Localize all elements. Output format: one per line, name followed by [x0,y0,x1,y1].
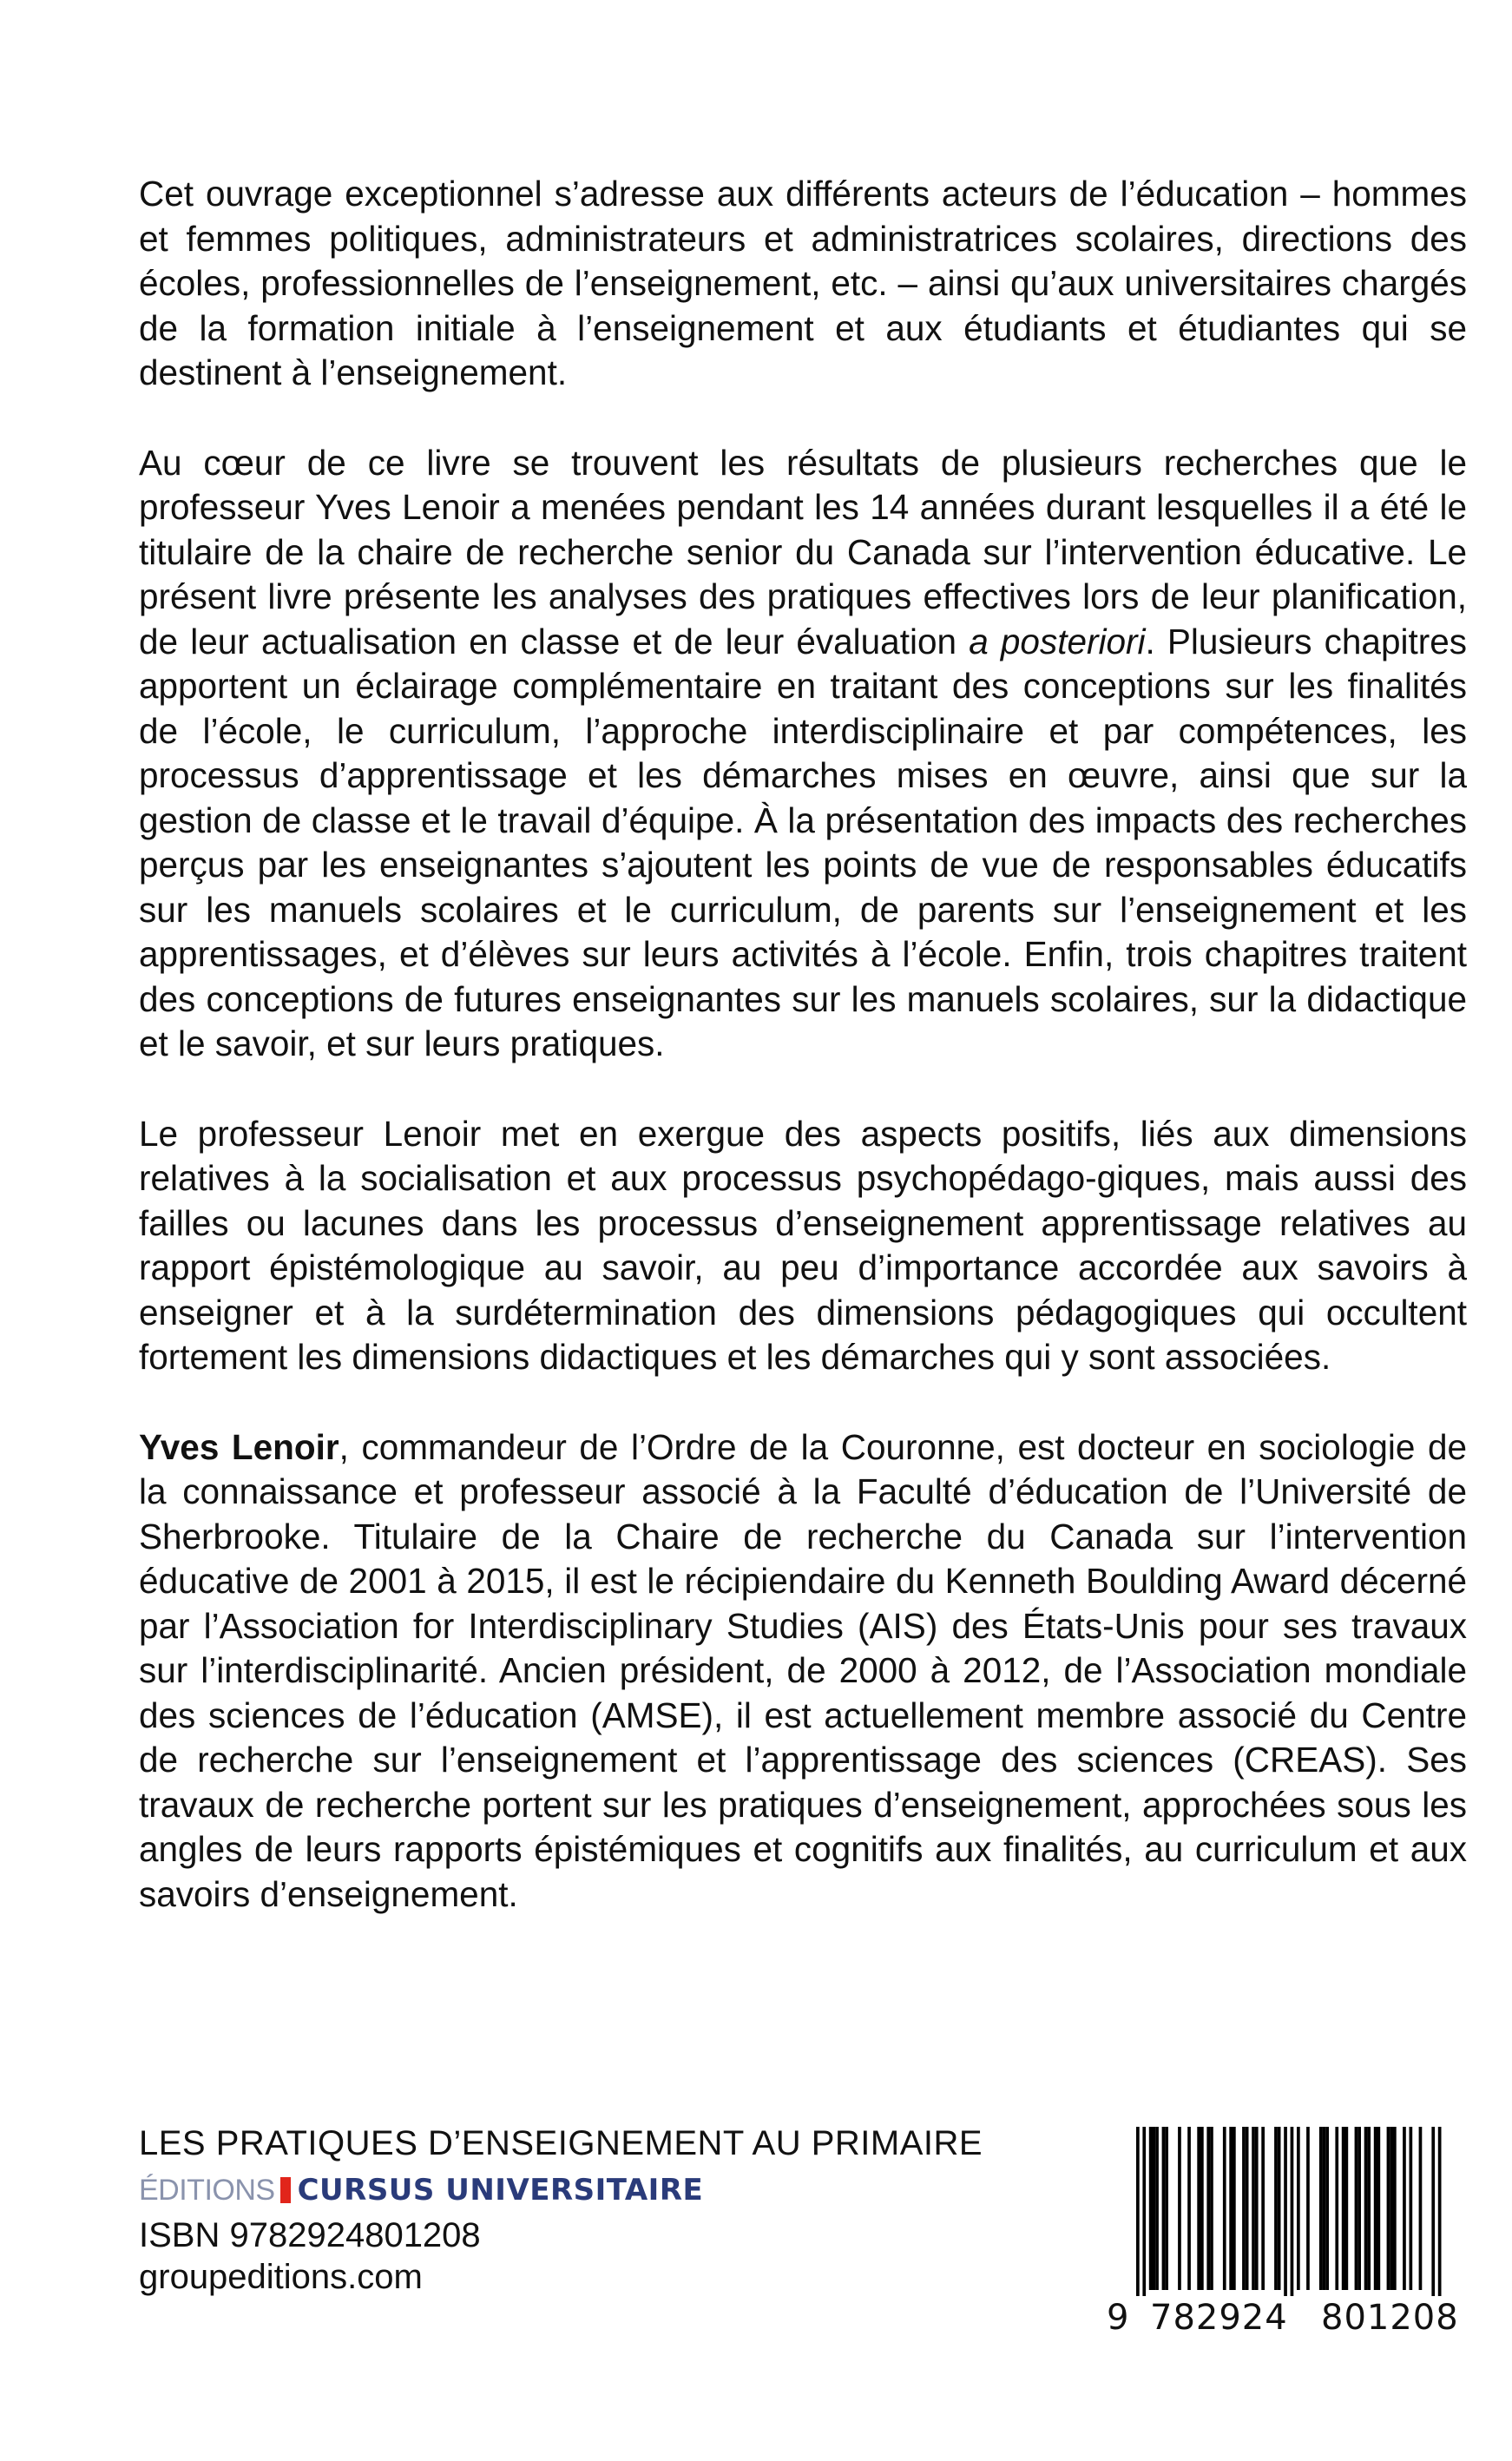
barcode-guard-bar [1431,2127,1435,2311]
barcode-bar [1377,2127,1381,2290]
paragraph-text: . Plusieurs chapitres apportent un éclairage complémentaire en traitant des conceptions sur les finalités de l’école, le curriculum, l’approche interdisciplinaire et par compétences, les processus d’apprentissage et les démarches mises en œuvre, ainsi que sur la gestion de classe et le travail d’équipe. À la présentation des impacts des recherches perçus par les enseignantes s’ajoutent les points de vue de responsables éducatifs sur les manuels scolaires et le curriculum, de parents sur l’enseignement et les apprentissages, et d’élèves sur leurs activités à l’école. Enfin, trois chapitres traitent des conceptions de futures enseignantes sur les manuels scolaires, sur la didactique et le savoir, et sur leurs pratiques. [139,621,1467,1063]
barcode-bar [1242,2127,1246,2290]
paragraph-findings [139,1112,1467,1380]
back-cover-text [139,172,1467,1962]
barcode-bar [1410,2127,1413,2290]
barcode-bar [1319,2127,1323,2290]
barcode-bar [1274,2127,1278,2290]
paragraph-text: Cet ouvrage exceptionnel s’adresse aux différents acteurs de l’éducation – hommes et femmes politiques, administrateurs et administratrices scolaires, directions des écoles, professionnelles de l’enseignement, etc. – ainsi qu’aux universitaires chargés de la formation initiale à l’enseignement et aux étudiants et étudiantes qui se destinent à l’enseignement. [139,174,1467,392]
barcode-bar [1278,2127,1281,2290]
barcode-bar [1252,2127,1255,2290]
barcode-bar [1355,2127,1358,2290]
barcode-guard-bar [1291,2127,1294,2311]
paragraph-text: Au cœur de ce livre se trouvent les résultats de plusieurs recherches que le professeur Yves Lenoir a menées pendant les 14 années durant lesquelles il a été le titulaire de la chaire de recherche senior du Canada sur l’intervention éducative. Le présent livre présente les analyses des pratiques effectives lors de leur planification, de leur actualisation en classe et de leur évaluation [139,442,1467,661]
barcode-bar [1419,2127,1423,2290]
barcode-bar [1367,2127,1371,2290]
footer-info [139,2122,1050,2298]
barcode-bar [1255,2127,1259,2290]
barcode-bar [1153,2127,1156,2290]
barcode-guard-bar [1284,2127,1287,2311]
barcode-bar [1323,2127,1326,2290]
barcode-bar [1297,2127,1300,2290]
barcode-digits [1107,2296,1467,2339]
barcode-bar [1165,2127,1168,2290]
barcode-bar [1335,2127,1338,2290]
barcode-bar [1390,2127,1393,2290]
barcode-guard-bar [1142,2127,1146,2311]
barcode-guard-bar [1136,2127,1140,2311]
publisher-prefix: ÉDITIONS [139,2173,275,2207]
italic-phrase: a posteriori [969,621,1146,661]
isbn: ISBN 9782924801208 [139,2216,481,2254]
barcode-bar [1358,2127,1361,2290]
paragraph-book-content [139,441,1467,1067]
publisher-logo [139,2169,1050,2211]
barcode-bar [1178,2127,1181,2290]
barcode-bar [1387,2127,1390,2290]
barcode-bar [1206,2127,1210,2290]
book-title: LES PRATIQUES D’ENSEIGNEMENT AU PRIMAIRE [139,2124,983,2162]
barcode-bar [1149,2127,1153,2290]
author-name: Yves Lenoir [139,1426,339,1467]
barcode-right-group: 801208 [1321,2298,1459,2338]
barcode-bar [1261,2127,1265,2290]
barcode-bar [1197,2127,1200,2290]
barcode-first-digit: 9 [1107,2298,1129,2338]
barcode-bar [1210,2127,1213,2290]
barcode-guard-bar [1438,2127,1442,2311]
barcode-bar [1374,2127,1377,2290]
barcode-left-group: 782924 [1150,2298,1288,2338]
cover-footer [139,2122,1467,2383]
barcode-bar [1200,2127,1204,2290]
paragraph-text: Le professeur Lenoir met en exergue des aspects positifs, liés aux dimensions relatives à la socialisation et aux processus psychopédago-giques, mais aussi des failles ou lacunes dans les processus d’enseignement apprentissage relatives au rapport épistémologique au savoir, au peu d’importance accordée aux savoirs à enseigner et à la surdétermination des dimensions pédagogiques qui occultent fortement les dimensions didactiques et les démarches qui y sont associées. [139,1113,1467,1377]
barcode-bar [1187,2127,1191,2290]
barcode [1107,2127,1467,2339]
barcode-bar [1393,2127,1397,2290]
paragraph-text: , commandeur de l’Ordre de la Couronne, est docteur en sociologie de la connaissance et professeur associé à la Faculté d’éducation de l’Université de Sherbrooke. Titulaire de la Chaire de recherche du Canada sur l’intervention éducative de 2001 à 2015, il est le récipiendaire du Kenneth Boulding Award décerné par l’Association for Interdisciplinary Studies (AIS) des États-Unis pour ses travaux sur l’interdisciplinarité. Ancien président, de 2000 à 2012, de l’Association mondiale des sciences de l’éducation (AMSE), il est actuellement membre associé du Centre de recherche sur l’enseignement et l’apprentissage des sciences (CREAS). Ses travaux de recherche portent sur les pratiques d’enseignement, approchées sous les angles de leurs rapports épistémiques et cognitifs aux finalités, au curriculum et aux savoirs d’enseignement. [139,1426,1467,1914]
barcode-bar [1155,2127,1159,2290]
barcode-bar [1364,2127,1368,2290]
barcode-bar [1345,2127,1349,2290]
barcode-bar [1233,2127,1236,2290]
barcode-bar [1223,2127,1226,2290]
website: groupeditions.com [139,2258,423,2296]
barcode-bar [1162,2127,1166,2290]
red-square-mark-icon [280,2177,291,2203]
barcode-bar [1306,2127,1310,2290]
barcode-bar [1325,2127,1329,2290]
barcode-icon [1107,2127,1467,2313]
paragraph-audience [139,172,1467,396]
barcode-bar [1229,2127,1233,2290]
barcode-bar [1342,2127,1345,2290]
paragraph-author-bio [139,1425,1467,1918]
publisher-name: CURSUS UNIVERSITAIRE [297,2173,704,2208]
barcode-bar [1246,2127,1249,2290]
barcode-bar [1403,2127,1406,2290]
